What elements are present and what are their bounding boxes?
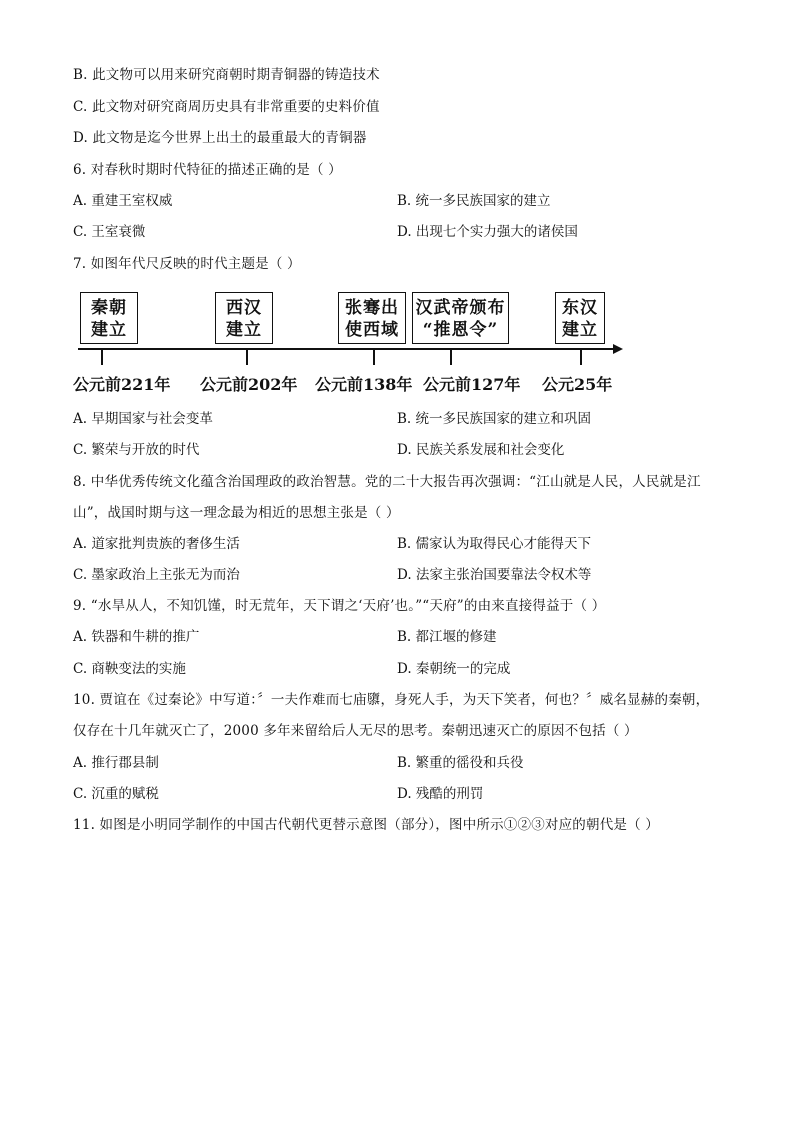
question-8-line2: 山”，战国时期与这一理念最为相近的思想主张是（ ）	[73, 505, 400, 521]
timeline-box-4	[412, 292, 509, 344]
timeline-box-5	[555, 292, 605, 344]
q6-option-b[interactable]: B. 统一多民族国家的建立	[397, 193, 551, 209]
timeline-tick-5	[580, 349, 582, 365]
question-10-line2: 仅存在十几年就灭亡了，2000 多年来留给后人无尽的思考。秦朝迅速灭亡的原因不包括（ ）	[73, 723, 638, 739]
timeline-box-5-line1: 东汉	[562, 298, 598, 318]
q9-option-b[interactable]: B. 都江堰的修建	[397, 629, 497, 645]
q7-option-d[interactable]: D. 民族关系发展和社会变化	[397, 442, 565, 458]
q10-option-c[interactable]: C. 沉重的赋税	[73, 786, 159, 802]
timeline-tick-4	[450, 349, 452, 365]
timeline-year-2: 公元前202年	[200, 375, 298, 394]
question-9: 9. “水旱从人，不知饥馑，时无荒年，天下谓之‘天府’也。”“天府”的由来直接得益于（ ）	[73, 598, 606, 614]
timeline-year-3: 公元前138年	[315, 375, 413, 394]
question-7: 7. 如图年代尺反映的时代主题是（ ）	[73, 256, 301, 272]
question-8-line1: 8. 中华优秀传统文化蕴含治国理政的政治智慧。党的二十大报告再次强调：“江山就是人民，人民就是江	[73, 474, 701, 490]
q10-option-d[interactable]: D. 残酷的刑罚	[397, 786, 484, 802]
question-10-line1: 10. 贾谊在《过秦论》中写道：〞一夫作难而七庙隳，身死人手，为天下笑者，何也？〞威名显赫的秦朝，	[73, 692, 710, 708]
option-c-line: C. 此文物对研究商周历史具有非常重要的史料价值	[73, 99, 380, 115]
timeline-figure	[70, 286, 630, 396]
q10-option-a[interactable]: A. 推行郡县制	[73, 755, 159, 771]
timeline-axis	[78, 348, 618, 350]
timeline-box-4-line2: “推恩令”	[422, 320, 499, 340]
timeline-box-3-line2: 使西域	[345, 320, 399, 340]
q10-option-b[interactable]: B. 繁重的徭役和兵役	[397, 755, 524, 771]
q7-option-a[interactable]: A. 早期国家与社会变革	[73, 411, 213, 427]
q8-option-b[interactable]: B. 儒家认为取得民心才能得天下	[397, 536, 592, 552]
timeline-box-2	[215, 292, 273, 344]
timeline-year-4: 公元前127年	[423, 375, 521, 394]
q9-option-c[interactable]: C. 商鞅变法的实施	[73, 661, 186, 677]
timeline-box-3	[338, 292, 406, 344]
timeline-box-5-line2: 建立	[562, 320, 598, 340]
timeline-tick-3	[373, 349, 375, 365]
question-11: 11. 如图是小明同学制作的中国古代朝代更替示意图（部分），图中所示①②③对应的朝代是（ ）	[73, 817, 660, 833]
q8-option-a[interactable]: A. 道家批判贵族的奢侈生活	[73, 536, 240, 552]
timeline-arrow	[613, 344, 623, 354]
timeline-year-1: 公元前221年	[73, 375, 171, 394]
timeline-box-2-line2: 建立	[226, 320, 262, 340]
q7-option-b[interactable]: B. 统一多民族国家的建立和巩固	[397, 411, 592, 427]
option-b-line: B. 此文物可以用来研究商朝时期青铜器的铸造技术	[73, 67, 380, 83]
q6-option-a[interactable]: A. 重建王室权威	[73, 193, 173, 209]
q9-option-d[interactable]: D. 秦朝统一的完成	[397, 661, 511, 677]
timeline-box-1	[80, 292, 138, 344]
timeline-tick-2	[246, 349, 248, 365]
q9-option-a[interactable]: A. 铁器和牛耕的推广	[73, 629, 200, 645]
q6-option-d[interactable]: D. 出现七个实力强大的诸侯国	[397, 224, 578, 240]
q7-option-c[interactable]: C. 繁荣与开放的时代	[73, 442, 200, 458]
timeline-box-4-line1: 汉武帝颁布	[415, 298, 506, 318]
timeline-tick-1	[101, 349, 103, 365]
option-d-line: D. 此文物是迄今世界上出土的最重最大的青铜器	[73, 130, 367, 146]
timeline-year-5: 公元25年	[542, 375, 613, 394]
timeline-box-2-line1: 西汉	[226, 298, 262, 318]
q8-option-d[interactable]: D. 法家主张治国要靠法令权术等	[397, 567, 592, 583]
q8-option-c[interactable]: C. 墨家政治上主张无为而治	[73, 567, 240, 583]
timeline-box-1-line1: 秦朝	[91, 298, 127, 318]
question-6: 6. 对春秋时期时代特征的描述正确的是（ ）	[73, 162, 342, 178]
q6-option-c[interactable]: C. 王室衰微	[73, 224, 146, 240]
timeline-box-3-line1: 张骞出	[345, 298, 399, 318]
timeline-box-1-line2: 建立	[91, 320, 127, 340]
